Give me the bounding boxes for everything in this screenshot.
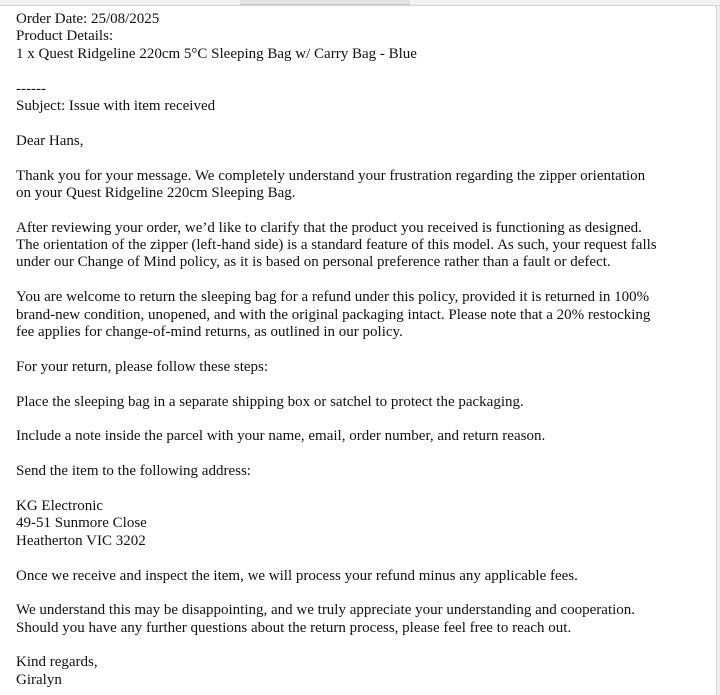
signoff: Kind regards, — [16, 654, 98, 671]
greeting: Dear Hans, — [16, 132, 84, 149]
tab-edge[interactable] — [240, 0, 410, 5]
address-city: Heatherton VIC 3202 — [16, 532, 146, 549]
return-intro: For your return, please follow these steps: — [16, 358, 269, 375]
return-step-2: Include a note inside the parcel with your name, email, order number, and return reason. — [16, 428, 546, 445]
scrollbar-edge[interactable] — [716, 6, 720, 695]
paragraph-3-line-3: fee applies for change-of-mind returns, as outlined in our policy. — [16, 324, 403, 341]
product-details-label: Product Details: — [16, 28, 114, 45]
paragraph-1-line-1: Thank you for your message. We completely understand your frustration regarding the zipper orientation — [16, 167, 646, 184]
window-top-strip — [0, 0, 720, 6]
subject-line: Subject: Issue with item received — [16, 97, 216, 114]
closing-line-2: Should you have any further questions about the return process, please feel free to reach out. — [16, 619, 572, 636]
return-step-3: Send the item to the following address: — [16, 463, 251, 480]
closing-line-1: We understand this may be disappointing, and we truly appreciate your understanding and cooperation. — [16, 602, 636, 619]
address-name: KG Electronic — [16, 497, 104, 514]
signature: Giralyn — [16, 671, 62, 688]
paragraph-2-line-1: After reviewing your order, we’d like to clarify that the product you received is functioning as designed. — [16, 219, 642, 236]
email-body — [16, 11, 696, 689]
order-date: Order Date: 25/08/2025 — [16, 11, 160, 27]
paragraph-3-line-1: You are welcome to return the sleeping bag for a refund under this policy, provided it is returned in 100% — [16, 289, 650, 306]
address-street: 49-51 Sunmore Close — [16, 515, 147, 532]
paragraph-2-line-3: under our Change of Mind policy, as it is based on personal preference rather than a fault or defect. — [16, 254, 611, 271]
refund-note: Once we receive and inspect the item, we will process your refund minus any applicable fees. — [16, 567, 578, 584]
separator: ------ — [16, 80, 46, 97]
paragraph-3-line-2: brand-new condition, unopened, and with the original packaging intact. Please note that a 20% restocking — [16, 306, 651, 323]
paragraph-1-line-2: on your Quest Ridgeline 220cm Sleeping Bag. — [16, 184, 296, 201]
product-item-line: 1 x Quest Ridgeline 220cm 5°C Sleeping Bag w/ Carry Bag - Blue — [16, 45, 417, 62]
paragraph-2-line-2: The orientation of the zipper (left-hand side) is a standard feature of this model. As such, your request falls — [16, 237, 657, 254]
return-step-1: Place the sleeping bag in a separate shipping box or satchel to protect the packaging. — [16, 393, 524, 410]
